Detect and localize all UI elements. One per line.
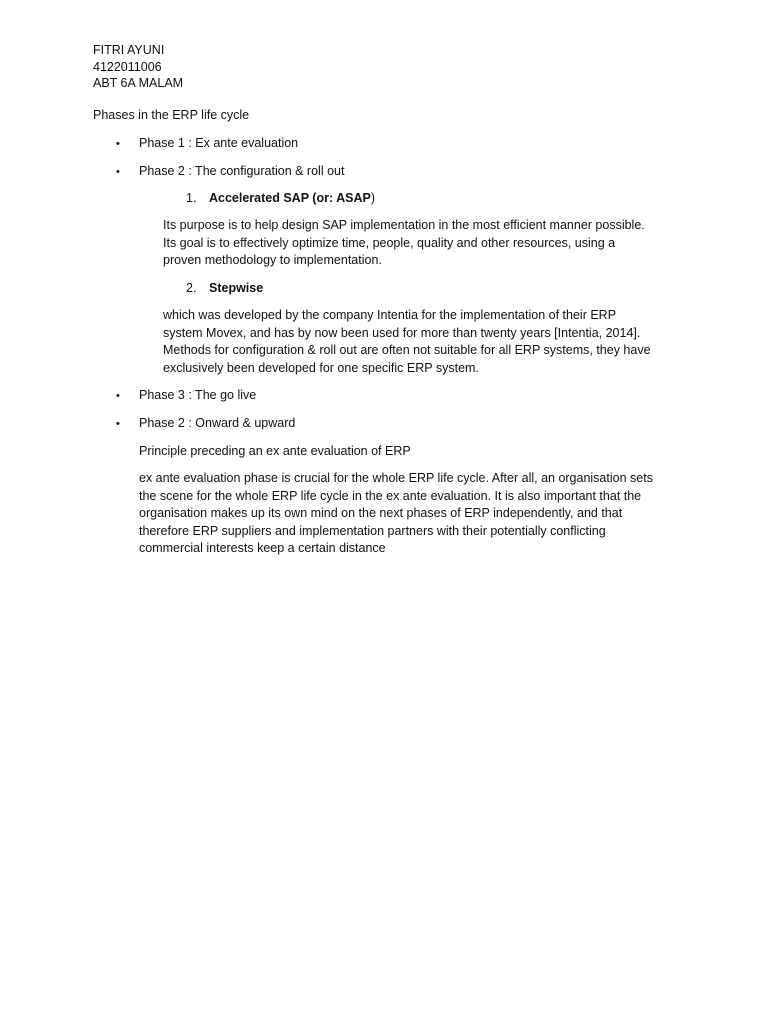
principle-line: ex ante evaluation phase is crucial for the whole ERP life cycle. After all, an organisation sets [139,471,653,485]
principle-line: the scene for the whole ERP life cycle in the ex ante evaluation. It is also important that the [139,488,642,503]
bullet-icon: • [116,166,120,178]
student-id: 4122011006 [93,59,162,74]
phase-3-item [116,388,256,402]
method-1-line: Its goal is to effectively optimize time, people, quality and other resources, using a [163,235,616,250]
method-2-heading [186,281,263,295]
method-1-heading [186,191,375,205]
principle-line: organisation makes up its own mind on the next phases of ERP independently, and that [139,506,623,520]
principle-heading: Principle preceding an ex ante evaluation of ERP [139,444,411,458]
method-1-line: proven methodology to implementation. [163,253,382,267]
phase-4-text: Phase 2 : Onward & upward [139,416,296,430]
method-2-number: 2. [186,281,197,295]
phase-2-text: Phase 2 : The configuration & roll out [139,164,345,178]
phase-4-item [116,416,295,430]
method-2-label: Stepwise [209,281,264,295]
phase-1-text: Phase 1 : Ex ante evaluation [139,136,299,150]
method-1-description [163,217,645,270]
method-1-label: Accelerated SAP (or: ASAP [209,191,371,205]
principle-body [139,470,653,558]
method-1-number: 1. [186,191,197,205]
method-2-line: system Movex, and has by now been used for more than twenty years [Intentia, 2014]. [163,325,641,340]
principle-line: commercial interests keep a certain distance [139,541,386,555]
author-name: FITRI AYUNI [93,43,165,57]
phase-1-item [116,136,298,150]
method-1-suffix: ) [370,191,376,205]
phase-3-text: Phase 3 : The go live [139,388,257,402]
document-title: Phases in the ERP life cycle [93,108,250,122]
author-header [93,42,183,92]
class-name: ABT 6A MALAM [93,76,184,90]
principle-line: therefore ERP suppliers and implementation partners with their potentially conflicting [139,523,606,538]
method-2-line: Methods for configuration & roll out are often not suitable for all ERP systems, they have [163,343,651,357]
method-2-line: exclusively been developed for one specific ERP system. [163,360,479,375]
bullet-icon: • [116,138,120,150]
phase-2-item [116,164,344,178]
method-1-line: Its purpose is to help design SAP implementation in the most efficient manner possible. [163,218,645,232]
method-2-description [163,307,651,377]
method-2-line: which was developed by the company Intentia for the implementation of their ERP [163,308,617,322]
bullet-icon: • [116,390,120,402]
bullet-icon: • [116,418,120,430]
